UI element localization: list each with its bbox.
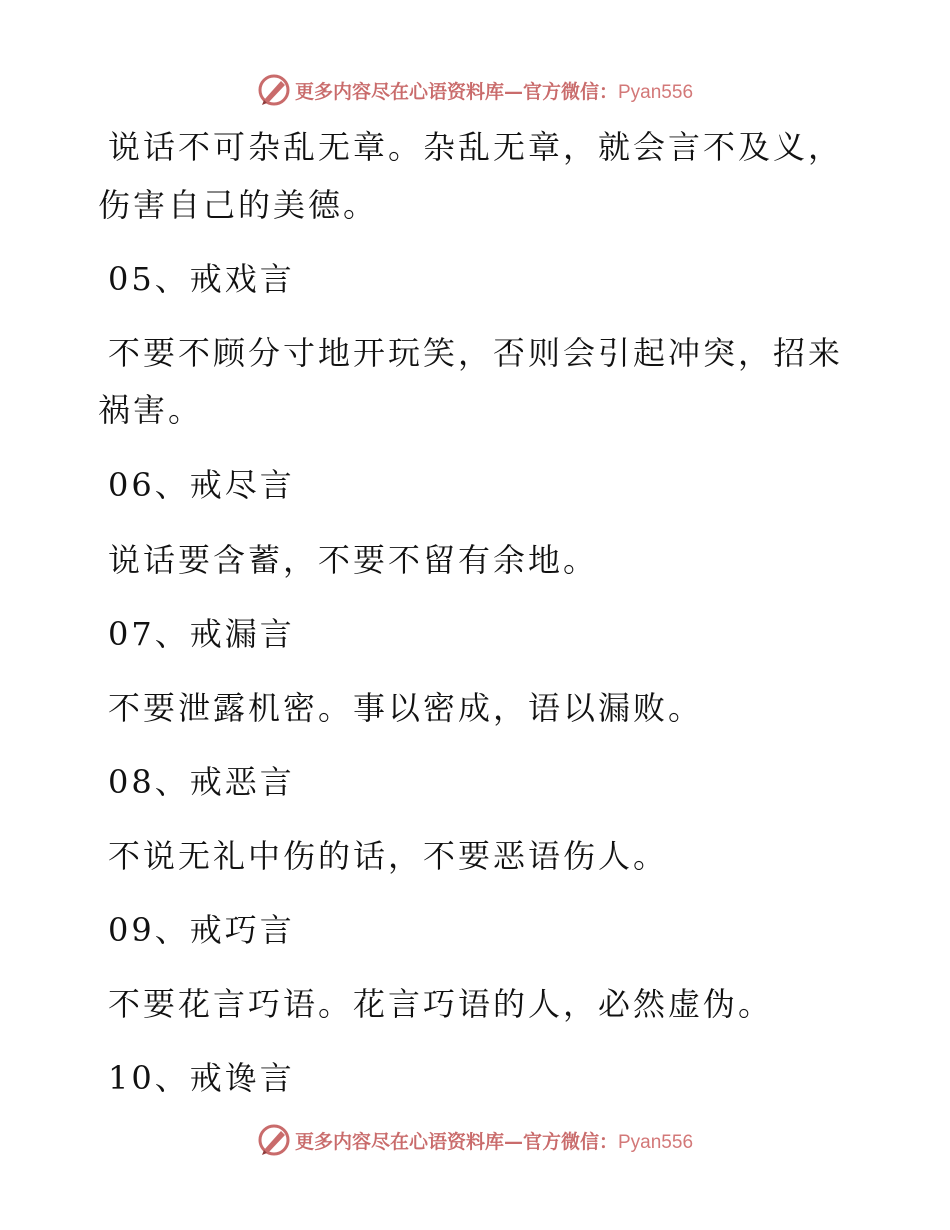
- section-heading: 07、戒漏言: [108, 615, 295, 653]
- section-heading: 09、戒巧言: [108, 911, 295, 949]
- watermark-account: Pyan556: [618, 1131, 694, 1153]
- section-heading: 06、戒尽言: [108, 466, 295, 504]
- section-heading: 10、戒谗言: [108, 1059, 295, 1097]
- paragraph-line: 说话不可杂乱无章。杂乱无章，就会言不及义，: [108, 128, 844, 166]
- paragraph-line: 说话要含蓄，不要不留有余地。: [108, 541, 599, 579]
- section-heading: 08、戒恶言: [108, 763, 295, 801]
- watermark-account: Pyan556: [618, 81, 694, 103]
- paragraph-line: 不要泄露机密。事以密成，语以漏败。: [108, 689, 704, 727]
- footer-watermark: [0, 1120, 950, 1160]
- paragraph-line: 不要花言巧语。花言巧语的人，必然虚伪。: [108, 985, 774, 1023]
- paragraph-line: 不说无礼中伤的话，不要恶语伤人。: [108, 837, 669, 875]
- watermark-text: 更多内容尽在心语资料库—官方微信：Pyan556: [294, 80, 694, 103]
- paragraph-line: 不要不顾分寸地开玩笑，否则会引起冲突，招来: [108, 334, 844, 372]
- paragraph-line: 伤害自己的美德。: [98, 186, 379, 224]
- paragraph-line: 祸害。: [98, 391, 204, 429]
- pen-logo-icon: [257, 1123, 291, 1157]
- watermark-text: 更多内容尽在心语资料库—官方微信：Pyan556: [294, 1130, 694, 1153]
- section-heading: 05、戒戏言: [108, 260, 295, 298]
